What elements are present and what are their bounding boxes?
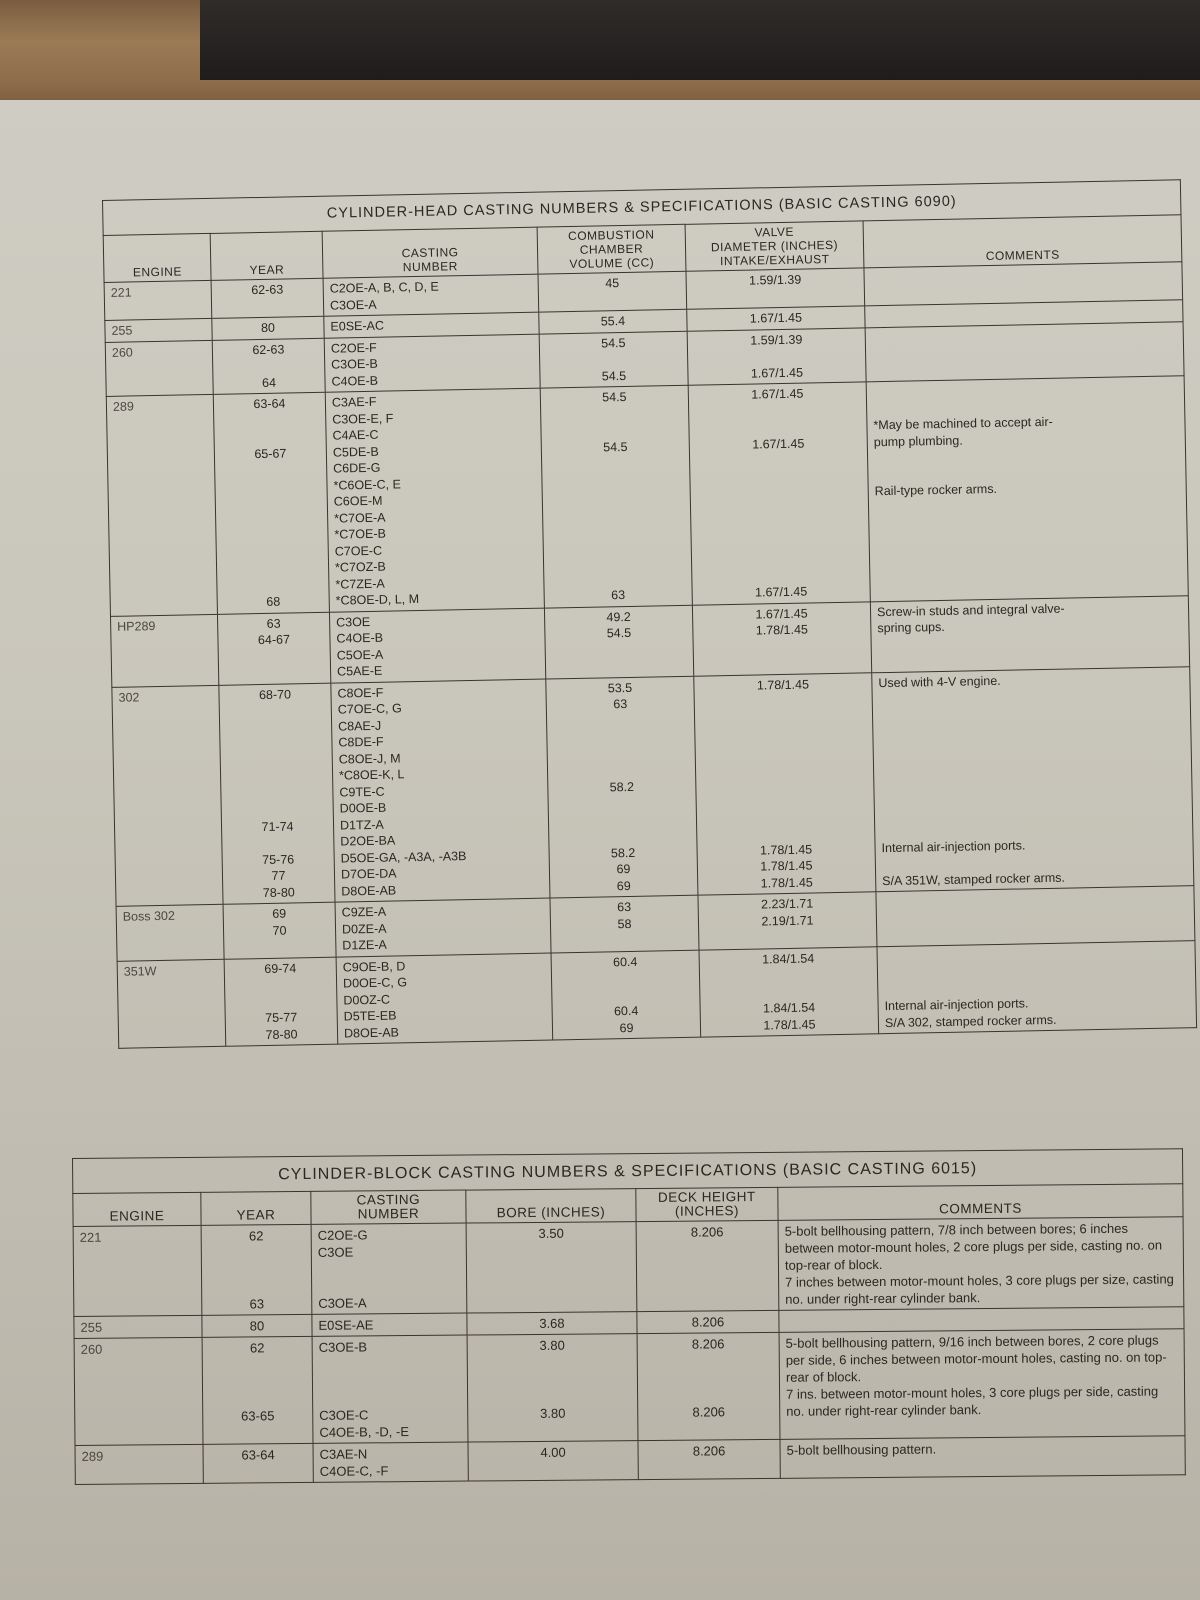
- head-cell-engine: 302: [112, 685, 223, 907]
- head-cell-comments: [876, 886, 1195, 947]
- head-cell-engine: 255: [105, 318, 212, 342]
- head-cell-valve: 1.84/1.54 1.84/1.54 1.78/1.45: [699, 946, 879, 1037]
- block-cell-bore: 3.68: [467, 1312, 637, 1335]
- head-cell-year: 62-63: [211, 278, 324, 318]
- head-cell-valve: 1.78/1.45 1.78/1.45 1.78/1.45 1.78/1.45: [694, 672, 876, 895]
- block-cell-engine: 260: [74, 1337, 203, 1445]
- head-cell-year: 69-74 75-77 78-80: [224, 957, 338, 1047]
- head-cell-year: 80: [212, 316, 324, 340]
- block-column-header: ENGINE: [73, 1192, 201, 1226]
- block-cell-casting: C2OE-G C3OE C3OE-A: [311, 1223, 467, 1314]
- head-table-title: CYLINDER-HEAD CASTING NUMBERS & SPECIFICATIONS (BASIC CASTING 6090): [103, 180, 1181, 236]
- head-cell-volume: 54.5 54.5 63: [540, 385, 692, 607]
- head-cell-comments: *May be machined to accept air- pump plumbing. Rail-type rocker arms.: [866, 376, 1188, 602]
- block-cell-comments: 5-bolt bellhousing pattern, 7/8 inch between bores; 6 inches between motor-mount holes, 2 core plugs per side, casting no. on top-rear of block. 7 inches between motor-mount holes, 3 core plugs per size, casting no. under right-rear cylinder bank.: [778, 1217, 1184, 1311]
- block-column-header: DECK HEIGHT (INCHES): [636, 1187, 778, 1221]
- cylinder-head-table: [102, 179, 1197, 1049]
- head-cell-casting: C9OE-B, D D0OE-C, G D0OZ-C D5TE-EB D8OE-AB: [336, 953, 553, 1045]
- head-cell-valve: 1.67/1.45 1.78/1.45: [692, 601, 871, 675]
- head-cell-volume: 63 58: [550, 895, 699, 952]
- block-cell-engine: 255: [74, 1315, 202, 1338]
- head-cell-comments: [864, 262, 1183, 306]
- head-cell-engine: 221: [104, 280, 212, 320]
- block-cell-year: 62 63: [201, 1224, 312, 1315]
- head-cell-casting: C3AE-F C3OE-E, F C4AE-C C5DE-B C6DE-G *C6OE-C, E C6OE-M *C7OE-A *C7OE-B C7OE-C *C7OZ-B *C7ZE-A *C8OE-D, L, M: [325, 388, 544, 612]
- block-cell-bore: 3.50: [466, 1222, 637, 1313]
- head-cell-volume: 49.2 54.5: [544, 605, 693, 679]
- block-cell-deck: 8.206: [637, 1310, 779, 1333]
- table-row: [75, 1436, 1185, 1485]
- head-cell-valve: 1.59/1.39: [686, 268, 865, 309]
- block-cell-bore: 3.80 3.80: [467, 1334, 638, 1442]
- head-cell-volume: 45: [538, 271, 687, 312]
- head-cell-year: 68-70 71-74 75-76 77 78-80: [219, 683, 335, 905]
- block-cell-deck: 8.206: [636, 1220, 779, 1311]
- cylinder-block-table: [72, 1148, 1186, 1485]
- head-cell-comments: Used with 4-V engine. Internal air-injection ports. S/A 351W, stamped rocker arms.: [872, 666, 1194, 892]
- head-cell-casting: C9ZE-A D0ZE-A D1ZE-A: [335, 898, 551, 957]
- head-cell-year: 63 64-67: [217, 612, 330, 685]
- head-column-header: ENGINE: [103, 233, 211, 282]
- head-column-header: VALVE DIAMETER (INCHES) INTAKE/EXHAUST: [685, 221, 864, 271]
- block-table-title: CYLINDER-BLOCK CASTING NUMBERS & SPECIFICATIONS (BASIC CASTING 6015): [73, 1149, 1183, 1194]
- head-cell-engine: 351W: [117, 959, 226, 1049]
- head-cell-year: 63-64 65-67 68: [213, 392, 329, 614]
- table-row: [73, 1217, 1184, 1317]
- block-cell-engine: 221: [73, 1225, 202, 1316]
- block-cell-comments: 5-bolt bellhousing pattern.: [780, 1436, 1185, 1479]
- head-column-header: COMMENTS: [863, 215, 1182, 268]
- head-cell-casting: C2OE-F C3OE-B C4OE-B: [324, 334, 540, 393]
- head-column-header: CASTING NUMBER: [322, 227, 538, 278]
- head-cell-comments: [865, 321, 1184, 382]
- head-column-header: YEAR: [210, 231, 323, 280]
- table-row: [112, 666, 1194, 906]
- head-cell-engine: Boss 302: [116, 904, 224, 961]
- table-row: [106, 376, 1188, 616]
- block-cell-bore: 4.00: [468, 1441, 638, 1481]
- head-cell-volume: 55.4: [539, 309, 687, 333]
- block-cell-casting: C3AE-N C4OE-C, -F: [313, 1442, 468, 1482]
- head-cell-year: 69 70: [223, 902, 336, 959]
- head-cell-valve: 1.59/1.39 1.67/1.45: [687, 327, 866, 385]
- block-cell-casting: C3OE-B C3OE-C C4OE-B, -D, -E: [312, 1335, 468, 1443]
- head-cell-comments: Internal air-injection ports. S/A 302, stamped rocker arms.: [877, 940, 1197, 1034]
- head-cell-casting: C8OE-F C7OE-C, G C8AE-J C8DE-F C8OE-J, M *C8OE-K, L C9TE-C D0OE-B D1TZ-A D2OE-BA D5OE-GA, -A3A, -A3B D7OE-DA D8OE-AB: [331, 679, 550, 903]
- block-column-header: CASTING NUMBER: [311, 1190, 466, 1224]
- table-row: [74, 1329, 1185, 1446]
- block-cell-engine: 289: [75, 1444, 203, 1484]
- block-cell-deck: 8.206: [638, 1439, 780, 1479]
- block-cell-deck: 8.206 8.206: [637, 1332, 780, 1440]
- head-cell-volume: 53.5 63 58.2 58.2 69 69: [546, 676, 698, 898]
- head-cell-valve: 1.67/1.45: [687, 306, 865, 331]
- head-cell-volume: 54.5 54.5: [539, 331, 688, 388]
- head-cell-engine: 260: [105, 340, 213, 397]
- block-column-header: COMMENTS: [778, 1184, 1183, 1221]
- head-cell-casting: C3OE C4OE-B C5OE-A C5AE-E: [329, 608, 545, 683]
- block-cell-comments: 5-bolt bellhousing pattern, 9/16 inch between bores, 2 core plugs per side, 6 inches between motor-mount holes, casting no. on top-rear of block. 7 ins. between motor-mount holes, 3 core plugs per side, casting no. under right-rear cylinder bank.: [779, 1329, 1185, 1440]
- head-cell-volume: 60.4 60.4 69: [551, 950, 701, 1040]
- block-cell-year: 62 63-65: [202, 1336, 313, 1444]
- block-cell-year: 80: [202, 1314, 312, 1337]
- head-cell-comments: Screw-in studs and integral valve- spring cups.: [870, 595, 1189, 672]
- head-column-header: COMBUSTION CHAMBER VOLUME (CC): [537, 224, 686, 274]
- head-cell-year: 62-63 64: [212, 338, 325, 395]
- block-column-header: YEAR: [201, 1191, 311, 1225]
- head-cell-casting: E0SE-AC: [324, 312, 539, 338]
- block-cell-year: 63-64: [203, 1443, 313, 1483]
- head-cell-engine: HP289: [110, 614, 218, 687]
- head-cell-casting: C2OE-A, B, C, D, E C3OE-A: [323, 274, 539, 316]
- block-cell-casting: E0SE-AE: [312, 1313, 467, 1336]
- block-column-header: BORE (INCHES): [466, 1189, 636, 1223]
- head-cell-valve: 1.67/1.45 1.67/1.45 1.67/1.45: [688, 382, 870, 605]
- head-cell-valve: 2.23/1.71 2.19/1.71: [698, 892, 877, 950]
- head-cell-engine: 289: [106, 394, 217, 616]
